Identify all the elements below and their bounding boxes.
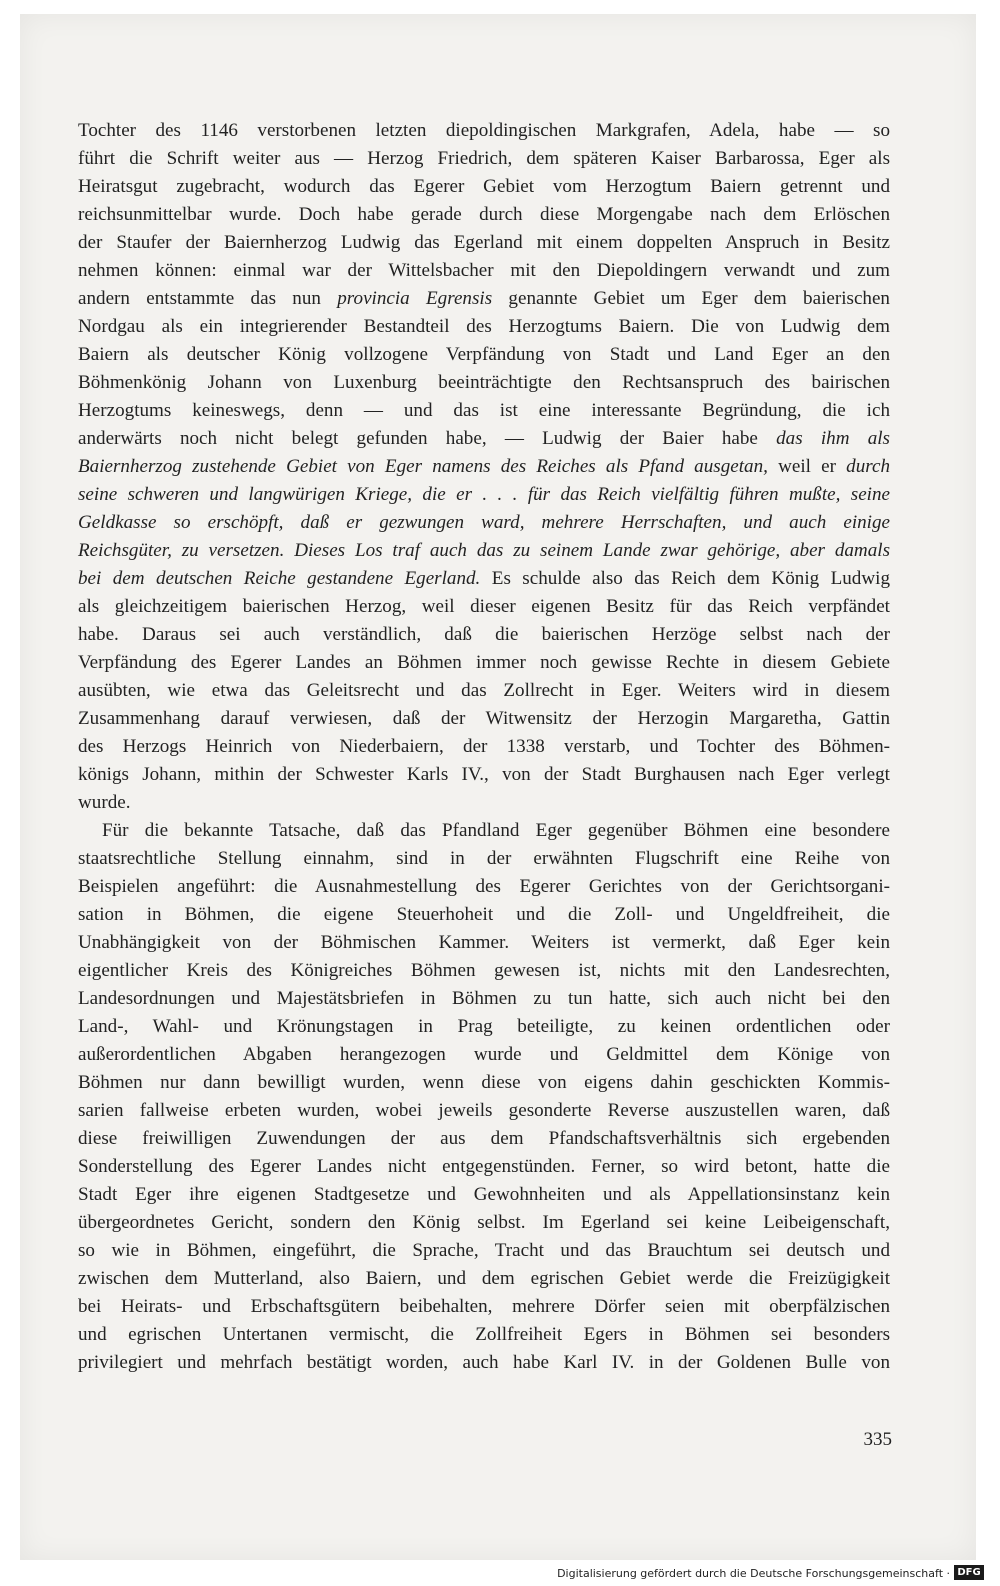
text-line: des Herzogs Heinrich von Niederbaiern, der 1338 verstarb, und Tochter des Böhmen-: [78, 736, 890, 757]
text-line: außerordentlichen Abgaben herangezogen wurde und Geldmittel dem Könige von: [78, 1044, 890, 1065]
text-line: Tochter des 1146 verstorbenen letzten diepoldingischen Markgrafen, Adela, habe — so: [78, 120, 890, 141]
text-line: Geldkasse so erschöpft, daß er gezwungen ward, mehrere Herrschaften, und auch einige: [78, 512, 890, 533]
text-line: habe. Daraus sei auch verständlich, daß die baierischen Herzöge selbst nach der: [78, 624, 890, 645]
text-line: zwischen dem Mutterland, also Baiern, und dem egrischen Gebiet werde die Freizügigkeit: [78, 1268, 890, 1289]
text-line: sation in Böhmen, die eigene Steuerhoheit und die Zoll- und Ungeldfreiheit, die: [78, 904, 890, 925]
text-line: übergeordnetes Gericht, sondern den König selbst. Im Egerland sei keine Leibeigenschaft,: [78, 1212, 890, 1233]
text-line: reichsunmittelbar wurde. Doch habe gerade durch diese Morgengabe nach dem Erlöschen: [78, 204, 890, 225]
body-text: [78, 117, 890, 1377]
text-line: Beispielen angeführt: die Ausnahmestellung des Egerer Gerichtes von der Gerichtsorgani-: [78, 876, 890, 897]
text-line: andern entstammte das nun provincia Egrensis genannte Gebiet um Eger dem baierischen: [78, 288, 890, 309]
text-line: eigentlicher Kreis des Königreiches Böhmen gewesen ist, nichts mit den Landesrechten,: [78, 960, 890, 981]
text-line: Baiern als deutscher König vollzogene Verpfändung von Stadt und Land Eger an den: [78, 344, 890, 365]
text-line: Reichsgüter, zu versetzen. Dieses Los traf auch das zu seinem Lande zwar gehörige, aber damals: [78, 540, 890, 561]
text-line: Landesordnungen und Majestätsbriefen in Böhmen zu tun hatte, sich auch nicht bei den: [78, 988, 890, 1009]
text-line: und egrischen Untertanen vermischt, die Zollfreiheit Egers in Böhmen sei besonders: [78, 1324, 890, 1345]
text-line: königs Johann, mithin der Schwester Karls IV., von der Stadt Burghausen nach Eger verlegt: [78, 764, 890, 785]
text-line: der Staufer der Baiernherzog Ludwig das Egerland mit einem doppelten Anspruch in Besitz: [78, 232, 890, 253]
text-line: bei dem deutschen Reiche gestandene Egerland. Es schulde also das Reich dem König Ludwig: [78, 568, 890, 589]
text-line: wurde.: [78, 792, 131, 813]
text-line: Sonderstellung des Egerer Landes nicht entgegenstünden. Ferner, so wird betont, hatte die: [78, 1156, 890, 1177]
text-line: so wie in Böhmen, eingeführt, die Sprache, Tracht und das Brauchtum sei deutsch und: [78, 1240, 890, 1261]
text-line: Für die bekannte Tatsache, daß das Pfandland Eger gegenüber Böhmen eine besondere: [102, 820, 890, 841]
text-line: privilegiert und mehrfach bestätigt worden, auch habe Karl IV. in der Goldenen Bulle von: [78, 1352, 890, 1373]
text-line: Unabhängigkeit von der Böhmischen Kammer. Weiters ist vermerkt, daß Eger kein: [78, 932, 890, 953]
text-line: Nordgau als ein integrierender Bestandteil des Herzogtums Baiern. Die von Ludwig dem: [78, 316, 890, 337]
dfg-logo: DFG: [954, 1565, 984, 1580]
text-line: bei Heirats- und Erbschaftsgütern beibehalten, mehrere Dörfer seien mit oberpfälzischen: [78, 1296, 890, 1317]
text-line: sarien fallweise erbeten wurden, wobei jeweils gesonderte Reverse auszustellen waren, daß: [78, 1100, 890, 1121]
text-line: Verpfändung des Egerer Landes an Böhmen immer noch gewisse Rechte in diesem Gebiete: [78, 652, 890, 673]
text-line: ausübten, wie etwa das Geleitsrecht und das Zollrecht in Eger. Weiters wird in diesem: [78, 680, 890, 701]
text-line: diese freiwilligen Zuwendungen der aus dem Pfandschaftsverhältnis sich ergebenden: [78, 1128, 890, 1149]
footer-credit: Digitalisierung gefördert durch die Deutsche Forschungsgemeinschaft ·: [557, 1567, 950, 1580]
text-line: als gleichzeitigem baierischen Herzog, weil dieser eigenen Besitz für das Reich verpfändet: [78, 596, 890, 617]
text-line: Böhmenkönig Johann von Luxenburg beeinträchtigte den Rechtsanspruch des bairischen: [78, 372, 890, 393]
text-line: anderwärts noch nicht belegt gefunden habe, — Ludwig der Baier habe das ihm als: [78, 428, 890, 449]
text-line: Stadt Eger ihre eigenen Stadtgesetze und Gewohnheiten und als Appellationsinstanz kein: [78, 1184, 890, 1205]
text-line: Land-, Wahl- und Krönungstagen in Prag beteiligte, zu keinen ordentlichen oder: [78, 1016, 890, 1037]
text-line: seine schweren und langwürigen Kriege, die er . . . für das Reich vielfältig führen mußte, seine: [78, 484, 890, 505]
text-line: Böhmen nur dann bewilligt wurden, wenn diese von eigens dahin geschickten Kommis-: [78, 1072, 890, 1093]
text-line: Herzogtums keineswegs, denn — und das ist eine interessante Begründung, die ich: [78, 400, 890, 421]
text-line: Baiernherzog zustehende Gebiet von Eger namens des Reiches als Pfand ausgetan, weil er durch: [78, 456, 890, 477]
text-line: Heiratsgut zugebracht, wodurch das Egerer Gebiet vom Herzogtum Baiern getrennt und: [78, 176, 890, 197]
page-number: 335: [863, 1429, 892, 1450]
text-line: führt die Schrift weiter aus — Herzog Friedrich, dem späteren Kaiser Barbarossa, Eger als: [78, 148, 890, 169]
text-line: Zusammenhang darauf verwiesen, daß der Witwensitz der Herzogin Margaretha, Gattin: [78, 708, 890, 729]
text-line: nehmen können: einmal war der Wittelsbacher mit den Diepoldingern verwandt und zum: [78, 260, 890, 281]
text-line: staatsrechtliche Stellung einnahm, sind in der erwähnten Flugschrift eine Reihe von: [78, 848, 890, 869]
